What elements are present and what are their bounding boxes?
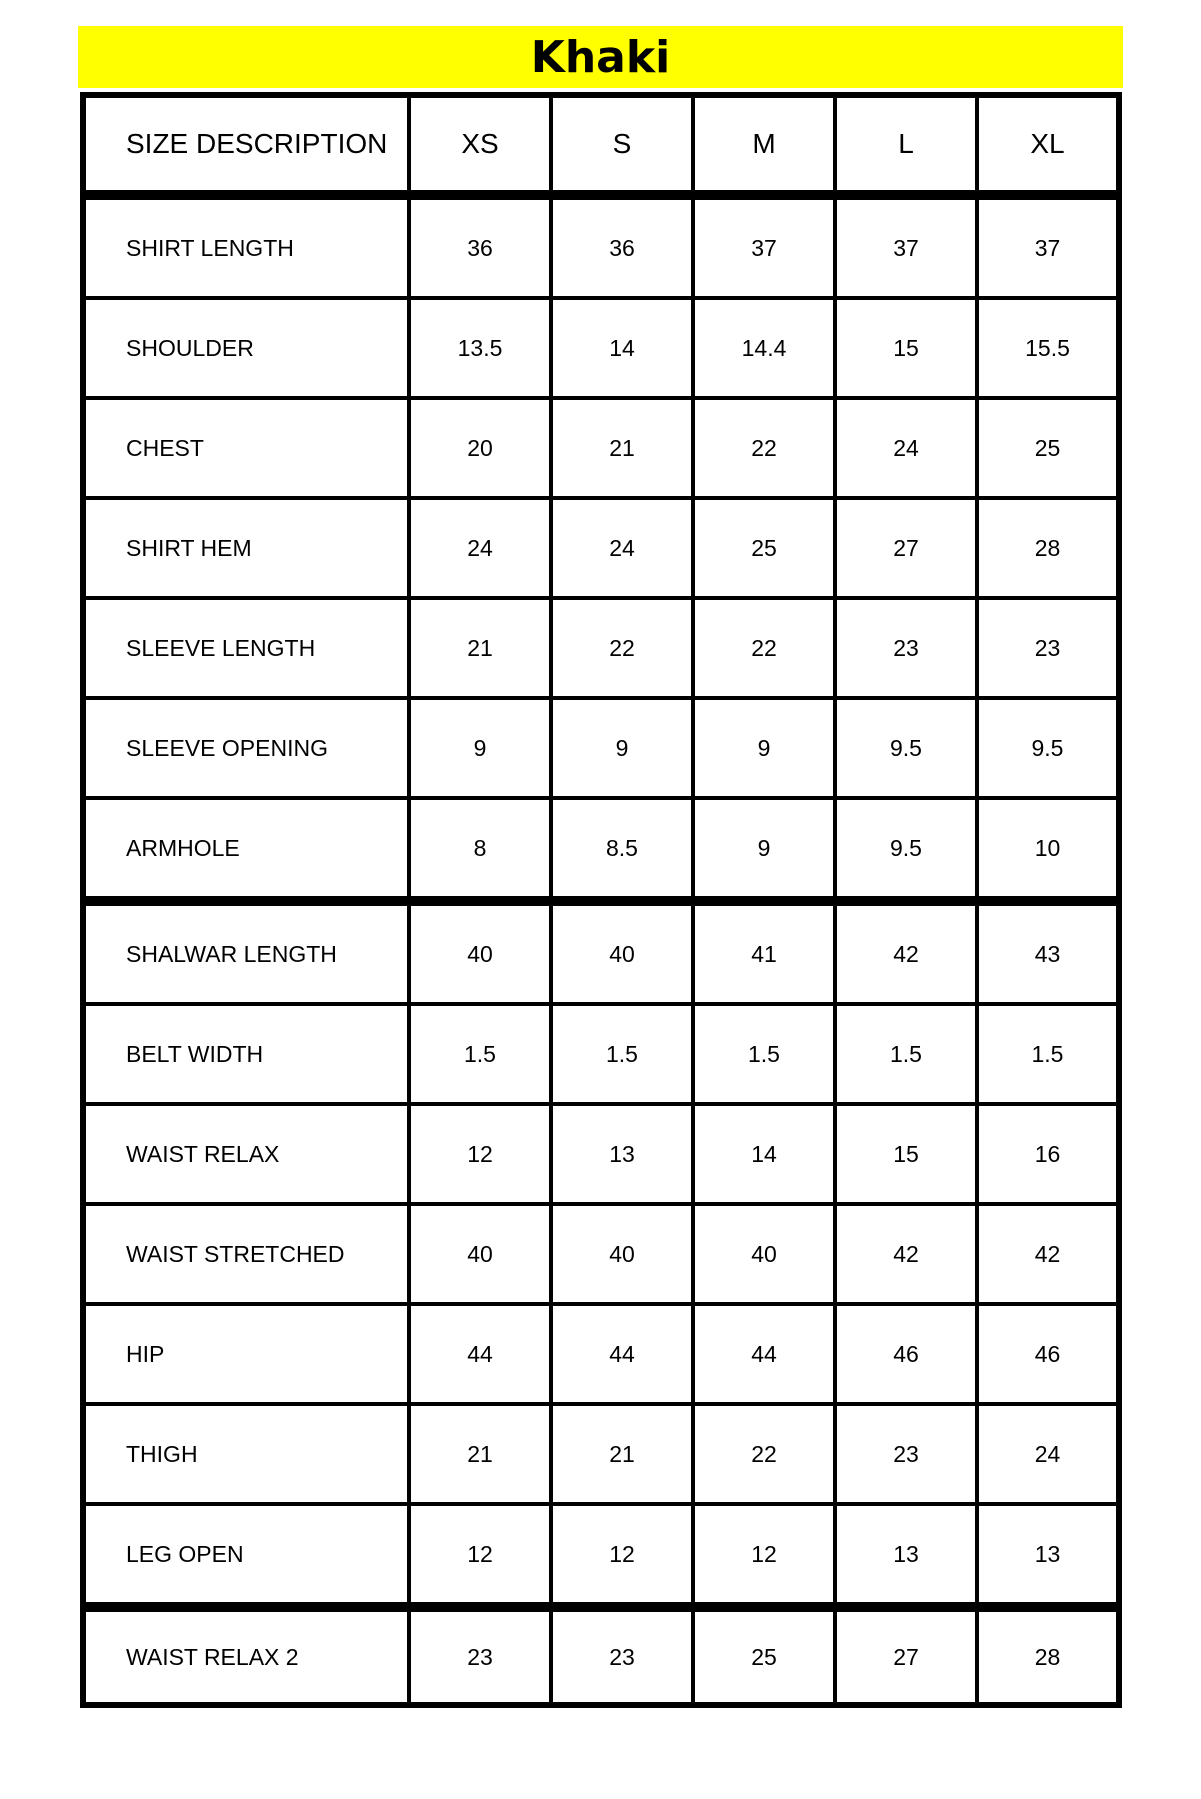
size-value-cell: 1.5 [693,1004,835,1104]
size-value-cell: 23 [835,1404,977,1504]
size-value-cell: 24 [551,498,693,598]
size-value-cell: 21 [551,1404,693,1504]
size-value-cell: 1.5 [551,1004,693,1104]
size-value-cell: 15.5 [977,298,1119,398]
table-row [83,398,1119,498]
column-header-description: SIZE DESCRIPTION [83,95,409,195]
size-value-cell: 22 [551,598,693,698]
row-label: SLEEVE LENGTH [83,598,409,698]
row-label: THIGH [83,1404,409,1504]
size-value-cell: 37 [977,195,1119,298]
row-label: HIP [83,1304,409,1404]
size-value-cell: 9 [693,698,835,798]
size-value-cell: 22 [693,398,835,498]
table-body [83,195,1119,1705]
size-value-cell: 1.5 [977,1004,1119,1104]
size-value-cell: 14 [693,1104,835,1204]
size-value-cell: 46 [835,1304,977,1404]
size-value-cell: 22 [693,1404,835,1504]
row-label: LEG OPEN [83,1504,409,1607]
size-chart-table [80,92,1122,1708]
size-value-cell: 44 [409,1304,551,1404]
size-value-cell: 24 [409,498,551,598]
table-row [83,1004,1119,1104]
size-value-cell: 40 [409,901,551,1004]
size-value-cell: 43 [977,901,1119,1004]
size-value-cell: 13.5 [409,298,551,398]
size-value-cell: 9.5 [835,798,977,901]
size-value-cell: 10 [977,798,1119,901]
size-value-cell: 28 [977,498,1119,598]
size-value-cell: 23 [409,1607,551,1705]
size-value-cell: 1.5 [835,1004,977,1104]
row-label: WAIST RELAX [83,1104,409,1204]
size-value-cell: 40 [693,1204,835,1304]
table-row [83,1504,1119,1607]
size-value-cell: 42 [977,1204,1119,1304]
size-value-cell: 25 [977,398,1119,498]
size-value-cell: 9 [551,698,693,798]
table-row [83,698,1119,798]
row-label: WAIST STRETCHED [83,1204,409,1304]
size-value-cell: 23 [551,1607,693,1705]
row-label: SLEEVE OPENING [83,698,409,798]
table-row [83,498,1119,598]
size-value-cell: 27 [835,498,977,598]
size-value-cell: 12 [551,1504,693,1607]
size-value-cell: 23 [977,598,1119,698]
row-label: SHALWAR LENGTH [83,901,409,1004]
size-value-cell: 1.5 [409,1004,551,1104]
size-value-cell: 8 [409,798,551,901]
size-value-cell: 36 [551,195,693,298]
size-value-cell: 41 [693,901,835,1004]
size-value-cell: 16 [977,1104,1119,1204]
size-value-cell: 40 [409,1204,551,1304]
size-value-cell: 23 [835,598,977,698]
column-header-m: M [693,95,835,195]
size-value-cell: 13 [835,1504,977,1607]
size-value-cell: 42 [835,901,977,1004]
size-value-cell: 46 [977,1304,1119,1404]
table-row [83,298,1119,398]
size-value-cell: 37 [693,195,835,298]
size-value-cell: 40 [551,901,693,1004]
row-label: ARMHOLE [83,798,409,901]
size-value-cell: 9.5 [835,698,977,798]
size-value-cell: 25 [693,1607,835,1705]
size-value-cell: 14.4 [693,298,835,398]
table-row [83,798,1119,901]
size-value-cell: 28 [977,1607,1119,1705]
column-header-xs: XS [409,95,551,195]
column-header-l: L [835,95,977,195]
size-value-cell: 21 [409,1404,551,1504]
size-value-cell: 13 [551,1104,693,1204]
row-label: SHOULDER [83,298,409,398]
table-row [83,195,1119,298]
size-value-cell: 9 [409,698,551,798]
row-label: SHIRT HEM [83,498,409,598]
row-label: CHEST [83,398,409,498]
size-value-cell: 9 [693,798,835,901]
size-value-cell: 20 [409,398,551,498]
size-value-cell: 12 [409,1104,551,1204]
size-value-cell: 9.5 [977,698,1119,798]
size-value-cell: 14 [551,298,693,398]
table-row [83,1104,1119,1204]
size-value-cell: 21 [551,398,693,498]
size-value-cell: 12 [693,1504,835,1607]
row-label: WAIST RELAX 2 [83,1607,409,1705]
size-value-cell: 27 [835,1607,977,1705]
size-value-cell: 8.5 [551,798,693,901]
size-value-cell: 25 [693,498,835,598]
table-row [83,1304,1119,1404]
title-banner [78,26,1123,88]
size-value-cell: 15 [835,1104,977,1204]
size-value-cell: 13 [977,1504,1119,1607]
size-value-cell: 44 [693,1304,835,1404]
table-row [83,1607,1119,1705]
size-value-cell: 40 [551,1204,693,1304]
table-row [83,598,1119,698]
column-header-s: S [551,95,693,195]
size-value-cell: 42 [835,1204,977,1304]
size-value-cell: 37 [835,195,977,298]
table-row [83,1204,1119,1304]
column-header-xl: XL [977,95,1119,195]
size-value-cell: 44 [551,1304,693,1404]
size-value-cell: 21 [409,598,551,698]
row-label: BELT WIDTH [83,1004,409,1104]
table-row [83,901,1119,1004]
table-row [83,1404,1119,1504]
size-value-cell: 24 [977,1404,1119,1504]
header-row [83,95,1119,195]
size-value-cell: 36 [409,195,551,298]
size-value-cell: 15 [835,298,977,398]
size-value-cell: 12 [409,1504,551,1607]
row-label: SHIRT LENGTH [83,195,409,298]
size-value-cell: 24 [835,398,977,498]
page-title: Khaki [530,31,671,83]
size-value-cell: 22 [693,598,835,698]
